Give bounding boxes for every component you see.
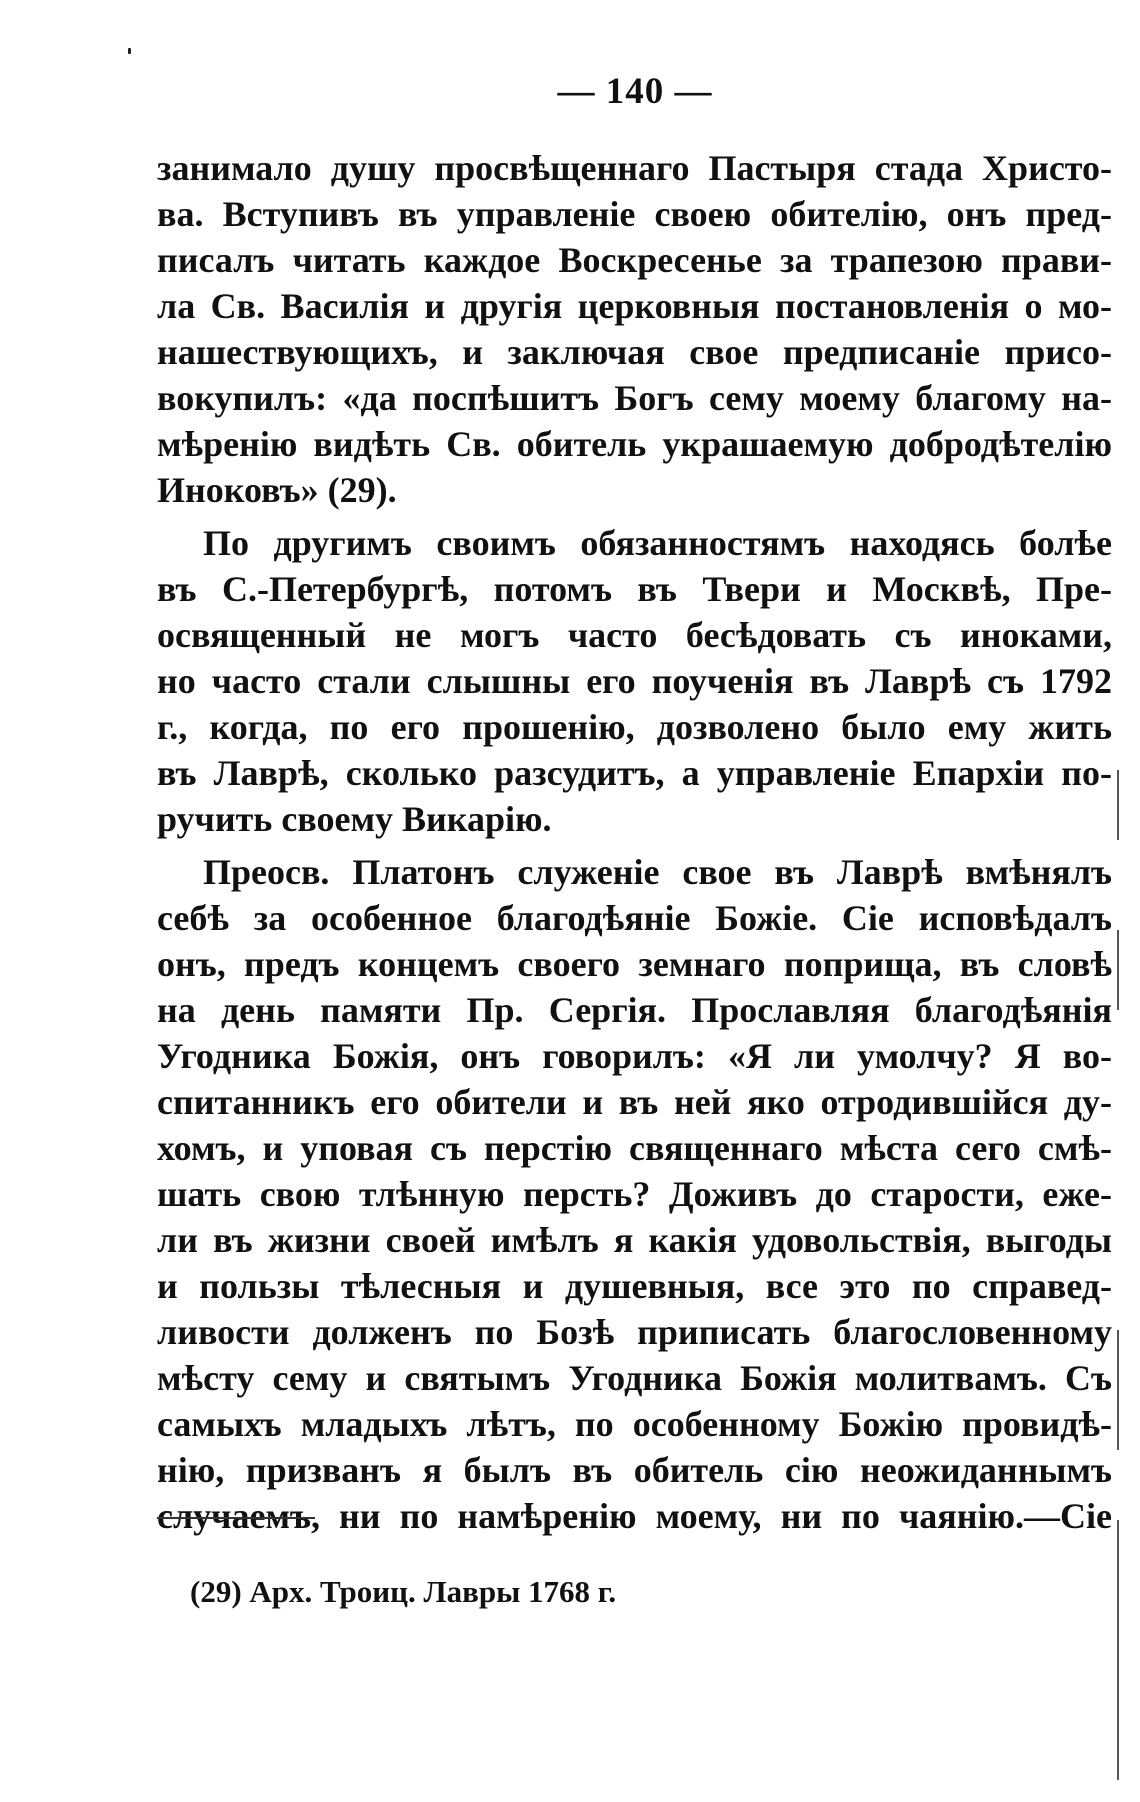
text-line: въ Лаврѣ, сколько разсудитъ, а управленіе Епархіи по-: [157, 753, 1112, 793]
ink-speck: [128, 48, 131, 54]
text-line: г., когда, по его прошенію, дозволено было ему жить: [157, 707, 1112, 747]
text-line: По другимъ своимъ обязанностямъ находясь болѣе: [203, 523, 1112, 563]
text-line: хомъ, и уповая съ перстію священнаго мѣста сего смѣ-: [157, 1128, 1112, 1168]
text-line: вокупилъ: «да поспѣшитъ Богъ сему моему благому на-: [157, 378, 1112, 418]
margin-line: [1117, 770, 1119, 840]
text-line: самыхъ младыхъ лѣтъ, по особенному Божію провидѣ-: [157, 1404, 1112, 1444]
text-line: спитанникъ его обители и въ ней яко отродившійся ду-: [157, 1082, 1112, 1122]
text-line: случаемъ, ни по намѣренію моему, ни по чаянію.—Сіе: [157, 1496, 1112, 1536]
text-line: въ С.-Петербургѣ, потомъ въ Твери и Москвѣ, Пре-: [157, 569, 1112, 609]
text-line: Преосв. Платонъ служеніе свое въ Лаврѣ вмѣнялъ: [203, 852, 1112, 892]
text-line: писалъ читать каждое Воскресенье за трапезою прави-: [157, 240, 1112, 280]
text-line: освященный не могъ часто бесѣдовать съ иноками,: [157, 615, 1112, 655]
text-line: ва. Вступивъ въ управленіе своею обителію, онъ пред-: [157, 194, 1112, 234]
text-line: нію, призванъ я былъ въ обитель сію неожиданнымъ: [157, 1450, 1112, 1490]
text-line: онъ, предъ концемъ своего земнаго поприща, въ словѣ: [157, 944, 1112, 984]
text-line: мѣсту сему и святымъ Угодника Божія молитвамъ. Съ: [157, 1358, 1112, 1398]
text-line: нашествующихъ, и заключая свое предписаніе присо-: [157, 332, 1112, 372]
margin-line: [1117, 1520, 1119, 1780]
margin-line: [1117, 1330, 1119, 1450]
text-line: занимало душу просвѣщеннаго Пастыря стада Христо-: [157, 148, 1112, 188]
text-line: ла Св. Василія и другія церковныя постановленія о мо-: [157, 286, 1112, 326]
page-number: — 140 —: [557, 71, 713, 112]
footnote: (29) Арх. Троиц. Лавры 1768 г.: [190, 1574, 617, 1609]
text-line: Угодника Божія, онъ говорилъ: «Я ли умолчу? Я во-: [157, 1036, 1112, 1076]
text-line: ли въ жизни своей имѣлъ я какія удовольствія, выгоды: [157, 1220, 1112, 1260]
margin-line: [1117, 930, 1119, 1010]
text-line: себѣ за особенное благодѣяніе Божіе. Сіе исповѣдалъ: [157, 898, 1112, 938]
text-line: Иноковъ» (29).: [157, 470, 397, 510]
text-line: ручить своему Викарію.: [157, 799, 552, 839]
text-line: но часто стали слышны его поученія въ Лаврѣ съ 1792: [157, 661, 1112, 701]
text-line: на день памяти Пр. Сергія. Прославляя благодѣянія: [157, 990, 1112, 1030]
text-line: и пользы тѣлесныя и душевныя, все это по справед-: [157, 1266, 1112, 1306]
text-line: ливости долженъ по Бозѣ приписать благословенному: [157, 1312, 1112, 1352]
text-line: шать свою тлѣнную персть? Доживъ до старости, еже-: [157, 1174, 1112, 1214]
footnote-divider: [157, 1517, 315, 1519]
text-line: мѣренію видѣть Св. обитель украшаемую добродѣтелію: [157, 424, 1112, 464]
